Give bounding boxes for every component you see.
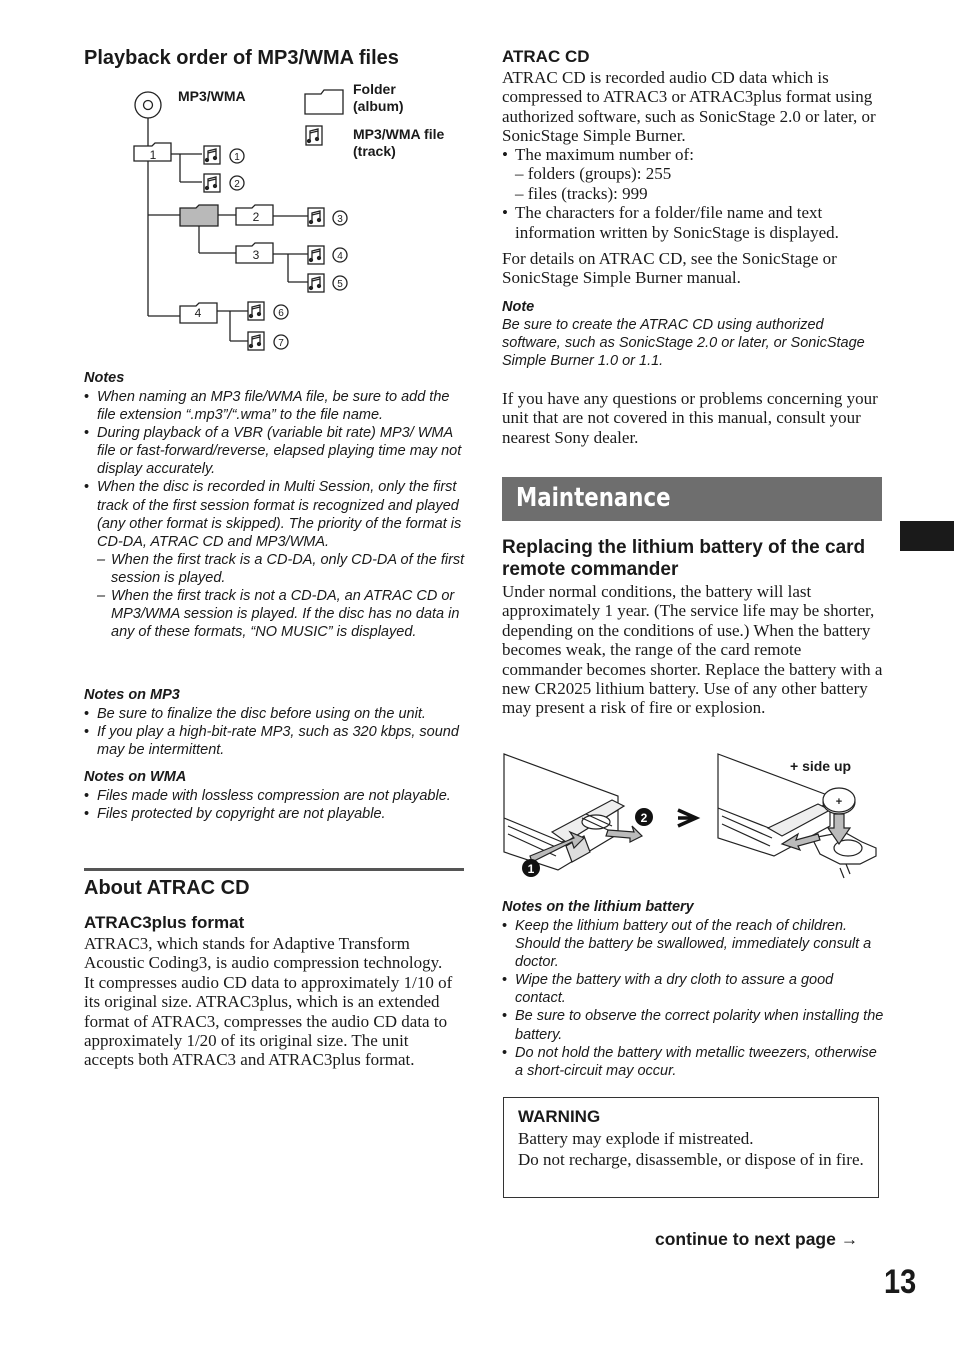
track-file-icon-6: [248, 302, 264, 320]
note-item: • Keep the lithium battery out of the reach of children. Should the battery be swallowed, immediately consult a doctor.: [502, 917, 884, 971]
page-edge-tab: [900, 521, 954, 551]
replace-battery-heading: Replacing the lithium battery of the card remote commander: [502, 537, 866, 580]
warning-heading: WARNING: [518, 1107, 601, 1126]
mp3-notes-heading: Notes on MP3: [84, 687, 180, 703]
lithium-notes-block: [502, 898, 884, 1080]
lithium-notes-heading: Notes on the lithium battery: [502, 899, 694, 915]
note-body: Be sure to create the ATRAC CD using authorized software, such as SonicStage 2.0 or later, or SonicStage Simple Burner 1.0 or 1.1.: [502, 317, 865, 370]
maintenance-title: Maintenance: [516, 483, 671, 513]
step-2-badge: 2: [640, 811, 648, 825]
folder-tree-diagram: [120, 80, 470, 360]
legend-file-icon: [306, 126, 322, 145]
side-up-label: + side up: [790, 758, 852, 774]
track-3-number: 3: [337, 214, 343, 225]
atrac3plus-body: ATRAC3, which stands for Adaptive Transform Acoustic Coding3, is audio compression technology. It compresses audio CD data to approximately 1/10 of its original size. ATRAC3plus, which is an extended format of ATRAC3, compresses the audio CD data to approximately 1/20 of its original size. The unit accepts both ATRAC3 and ATRAC3plus format.: [84, 934, 453, 1070]
note-item: • During playback of a VBR (variable bit rate) MP3/ WMA file or fast-forward/reverse, elapsed playing time may not display accurately.: [84, 424, 466, 478]
bullet-item: • The maximum number of: – folders (groups): 255 – files (tracks): 999: [502, 145, 884, 203]
legend-file-label: MP3/WMA file (track): [353, 126, 445, 159]
playback-order-heading: Playback order of MP3/WMA files: [84, 47, 399, 69]
note-item: • When the disc is recorded in Multi Session, only the first track of the first session format is recognized and played (any other format is skipped). The priority of the format is CD-DA, ATRAC CD and MP3/WMA. – When the first track is a CD-DA, only CD-DA of the first session is played. – When the first track is not a CD-DA, an ATRAC CD or MP3/WMA session is played. If the disc has no data in any of these formats, “NO MUSIC” is displayed.: [84, 478, 466, 641]
bullet-item: • The characters for a folder/file name and text information written by SonicStage is displayed.: [502, 203, 839, 242]
note-item: • When naming an MP3 file/WMA file, be sure to add the file extension “.mp3”/“.wma” to the file name.: [84, 388, 466, 424]
warning-body: Battery may explode if mistreated. Do not recharge, disassemble, or dispose of in fire.: [518, 1129, 864, 1169]
folder-highlight-icon: [180, 205, 218, 226]
details-text: For details on ATRAC CD, see the SonicStage or SonicStage Simple Burner manual.: [502, 249, 837, 288]
notes-block: [84, 369, 466, 641]
note-item: • Files protected by copyright are not playable.: [84, 805, 466, 823]
track-file-icon-7: [248, 332, 264, 350]
root-label: MP3/WMA: [178, 88, 246, 104]
atrac-cd-body: ATRAC CD is recorded audio CD data which is compressed to ATRAC3 or ATRAC3plus format using authorized software, such as SonicStage 2.0 or later, or SonicStage Simple Burner.: [502, 68, 876, 146]
continue-link[interactable]: continue to next page →: [655, 1229, 859, 1249]
note-item: • Wipe the battery with a dry cloth to assure a good contact.: [502, 971, 884, 1007]
note-sub-item: – When the first track is a CD-DA, only CD-DA of the first session is played.: [97, 551, 465, 586]
folder-4-label: 4: [194, 306, 202, 320]
track-file-icon-3: [308, 208, 324, 226]
folder-2-label: 2: [252, 210, 260, 224]
track-1-number: 1: [234, 152, 240, 163]
sub-item-folders: – folders (groups): 255: [515, 164, 672, 184]
note-item: • Be sure to observe the correct polarity when installing the battery.: [502, 1007, 884, 1043]
step-1-badge: 1: [527, 862, 535, 876]
track-4-number: 4: [337, 251, 343, 262]
atrac-cd-heading: ATRAC CD: [502, 47, 590, 66]
wma-notes-heading: Notes on WMA: [84, 769, 187, 785]
legend-folder-label: Folder (album): [353, 81, 404, 114]
note-heading: Note: [502, 299, 535, 315]
battery-plus-marker: +: [835, 796, 843, 808]
track-2-number: 2: [234, 179, 240, 190]
disc-icon: [135, 92, 161, 118]
track-7-number: 7: [278, 338, 284, 349]
notes-heading: Notes: [84, 370, 125, 386]
warning-box: [503, 1097, 879, 1198]
note-item: • If you play a high-bit-rate MP3, such as 320 kbps, sound may be intermittent.: [84, 723, 466, 759]
folder-1-label: 1: [149, 148, 157, 162]
folder-3-label: 3: [252, 248, 260, 262]
wma-notes-block: [84, 768, 466, 823]
track-file-icon-4: [308, 246, 324, 264]
sub-item-files: – files (tracks): 999: [515, 183, 648, 203]
about-atrac-heading: About ATRAC CD: [84, 877, 250, 899]
mp3-notes-block: [84, 686, 466, 759]
track-6-number: 6: [278, 308, 284, 319]
section-divider: [84, 868, 464, 871]
legend-folder-icon: [305, 90, 343, 114]
note-sub-item: – When the first track is not a CD-DA, an ATRAC CD or MP3/WMA session is played. If the disc has no data in any of these formats, “NO MUSIC” is displayed.: [97, 588, 460, 641]
track-file-icon-1: [204, 146, 220, 164]
track-file-icon-5: [308, 274, 324, 292]
note-item: • Files made with lossless compression are not playable.: [84, 787, 466, 805]
track-5-number: 5: [337, 279, 343, 290]
replace-battery-body: Under normal conditions, the battery will last approximately 1 year. (The service life may be shorter, depending on the conditions of use.) When the battery becomes weak, the range of the card remote commander becomes shorter. Replace the battery with a new CR2025 lithium battery. Use of any other battery may present a risk of fire or explosion.: [502, 582, 883, 718]
atrac-cd-bullets: [502, 145, 884, 242]
maintenance-banner: [502, 477, 882, 521]
track-file-icon-2: [204, 174, 220, 192]
questions-text: If you have any questions or problems concerning your unit that are not covered in this manual, consult your nearest Sony dealer.: [502, 389, 878, 447]
page-number: 13: [884, 1263, 917, 1301]
note-item: • Do not hold the battery with metallic tweezers, otherwise a short-circuit may occur.: [502, 1044, 884, 1080]
atrac3plus-heading: ATRAC3plus format: [84, 913, 245, 932]
note-item: • Be sure to finalize the disc before using on the unit.: [84, 705, 466, 723]
